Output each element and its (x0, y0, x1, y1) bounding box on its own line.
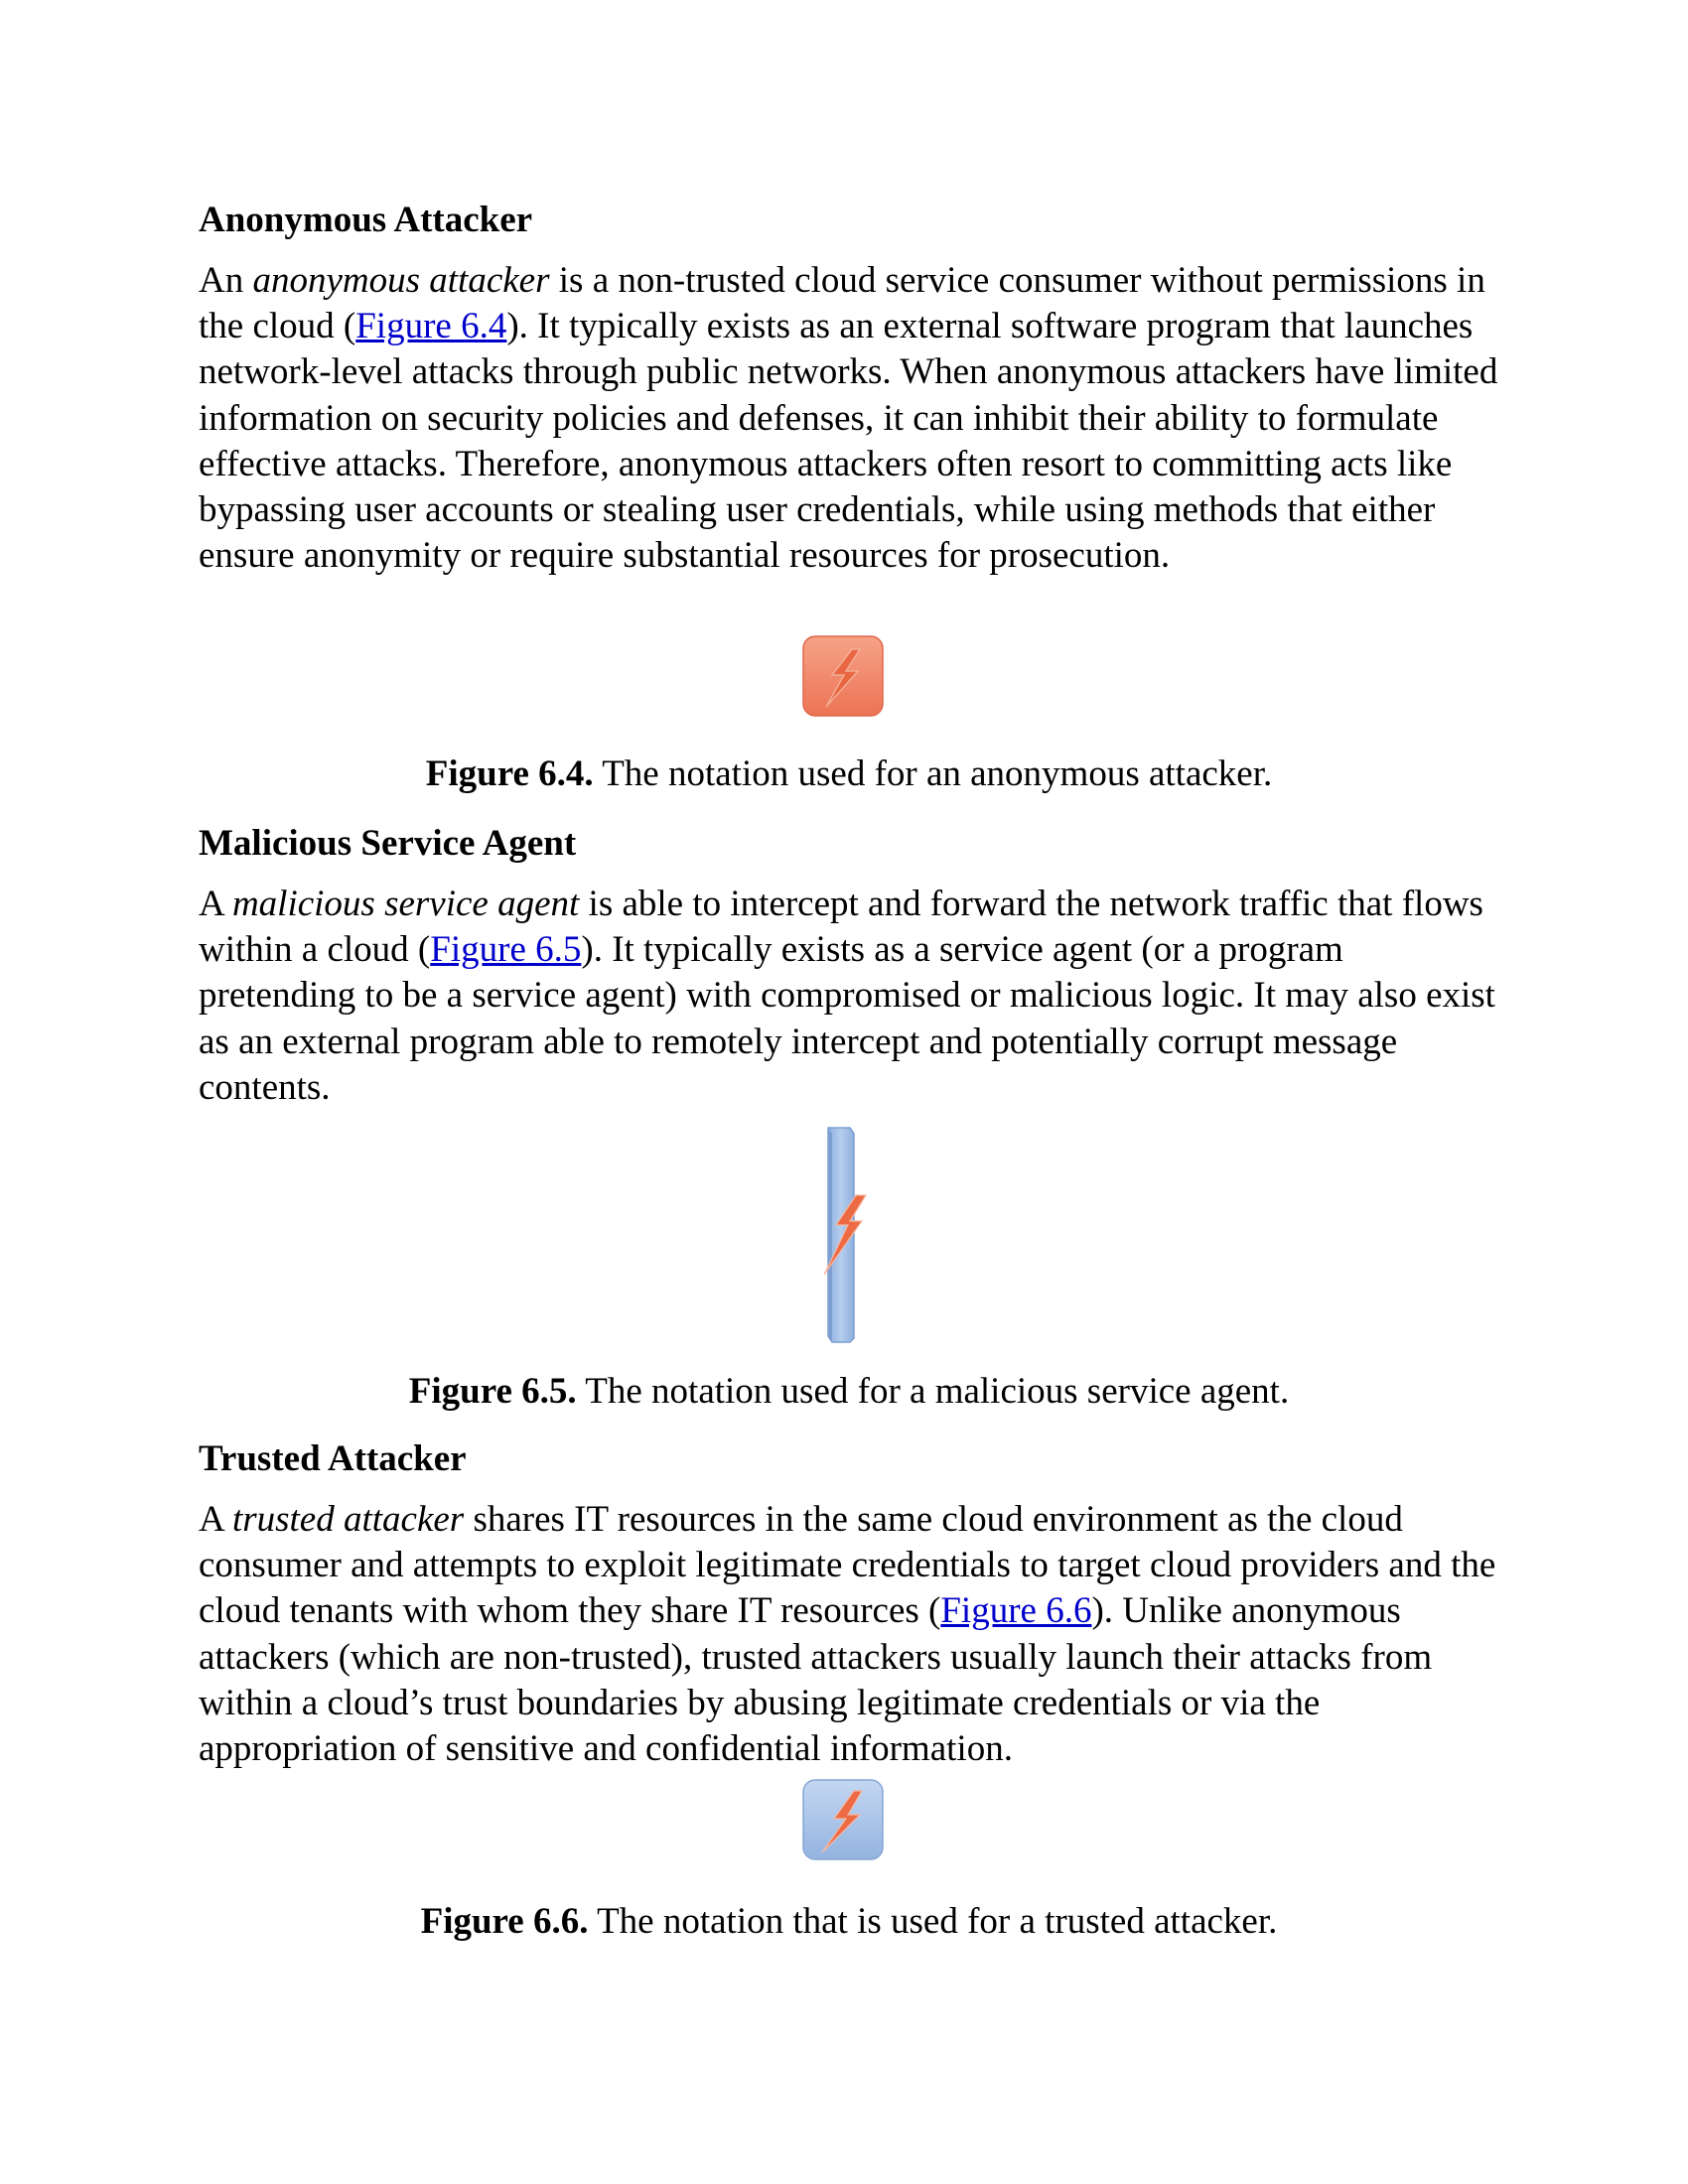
heading-trusted-attacker: Trusted Attacker (199, 1438, 467, 1479)
link-figure-6-5[interactable]: Figure 6.5 (430, 929, 582, 971)
caption-figure-6-4: Figure 6.4. The notation used for an anonymous attacker. (425, 753, 1273, 794)
term-malicious-service-agent: malicious service agent (231, 884, 580, 924)
malicious-service-agent-icon (806, 1126, 876, 1344)
paragraph-trusted-attacker: A trusted attacker shares IT resources in the same cloud environment as the cloud consumer and attempts to exploit legitimate credentials to target cloud providers and the cloud tenants with whom they share IT resources (Figure 6.6). Unlike anonymous attackers (which are non-trusted), trusted attackers usually launch their attacks from within a cloud’s trust boundaries by abusing legitimate credentials or via the appropriation of sensitive and confidential information. (199, 1499, 1496, 1770)
caption-figure-6-6: Figure 6.6. The notation that is used for a trusted attacker. (420, 1901, 1278, 1942)
trusted-attacker-icon (802, 1779, 884, 1860)
paragraph-malicious-service-agent: A malicious service agent is able to intercept and forward the network traffic that flows within a cloud (Figure 6.5). It typically exists as a service agent (or a program pretending to be a service agent) with compromised or malicious logic. It may also exist as an external program able to remotely intercept and potentially corrupt message contents. (199, 884, 1495, 1108)
anonymous-attacker-icon (802, 635, 884, 717)
heading-anonymous-attacker: Anonymous Attacker (199, 200, 533, 240)
paragraph-anonymous-attacker: An anonymous attacker is a non-trusted cloud service consumer without permissions in the cloud (Figure 6.4). It typically exists as an external software program that launches network-level attacks through public networks. When anonymous attackers have limited information on security policies and defenses, it can inhibit their ability to formulate effective attacks. Therefore, anonymous attackers often resort to committing acts like bypassing user accounts or stealing user credentials, while using methods that either ensure anonymity or require substantial resources for prosecution. (199, 260, 1498, 577)
heading-malicious-service-agent: Malicious Service Agent (199, 823, 577, 864)
link-figure-6-6[interactable]: Figure 6.6 (940, 1590, 1092, 1632)
link-figure-6-4[interactable]: Figure 6.4 (355, 306, 507, 347)
caption-figure-6-5: Figure 6.5. The notation used for a malicious service agent. (408, 1371, 1290, 1412)
term-trusted-attacker: trusted attacker (231, 1499, 465, 1540)
term-anonymous-attacker: anonymous attacker (252, 260, 550, 301)
